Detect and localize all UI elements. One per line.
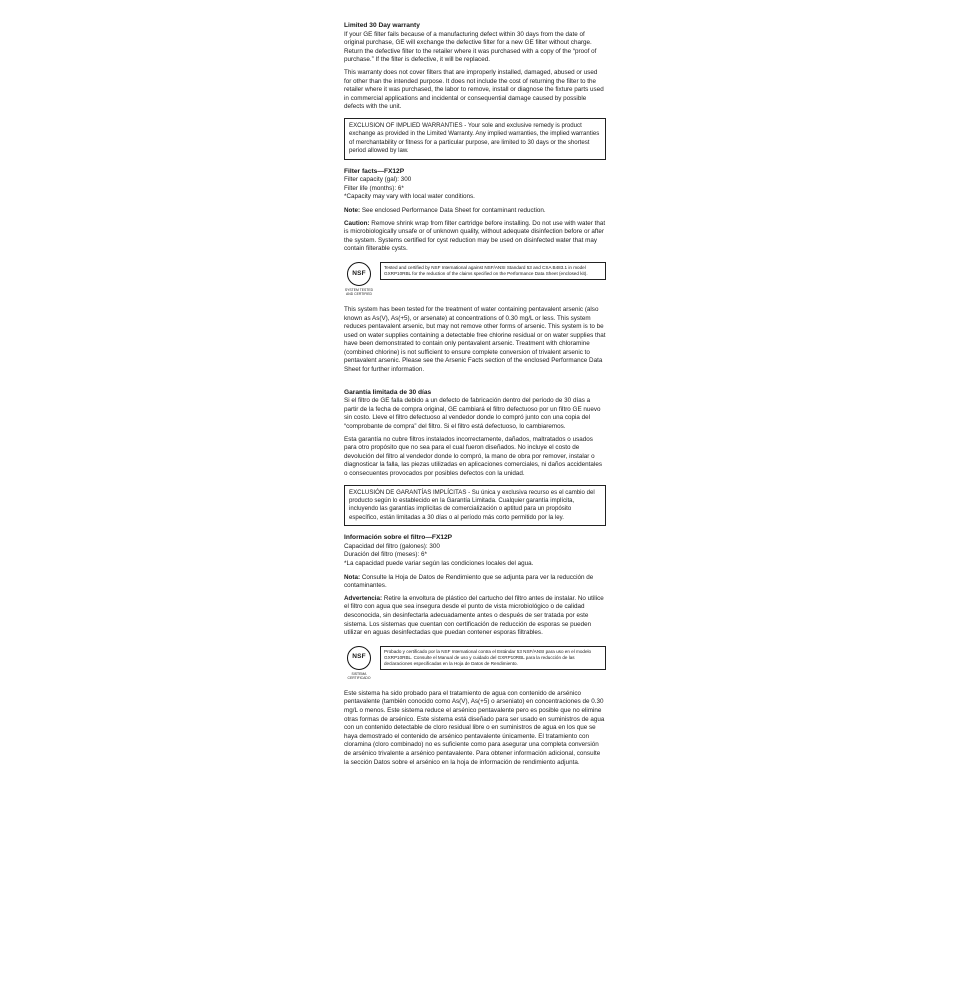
nsf-text-en: Tested and certified by NSF International against NSF/ANSI Standard 53 and CSA B483.1 in model GXRP10RBL for the reduction of the claims specified on the Performance Data Sheet (enclosed kit). [380, 262, 606, 280]
filter-capacity-es: Capacidad del filtro (galones): 300 [344, 542, 440, 550]
caution-label-en: Caution: [344, 219, 370, 227]
exclusion-box-es [344, 485, 606, 527]
warranty-title-es: Garantía limitada de 30 días [344, 388, 432, 396]
nsf-logo-es [344, 646, 374, 680]
filter-life-es: Duración del filtro (meses): 6* [344, 551, 427, 559]
document-column [344, 22, 606, 771]
caution-text-es: Retire la envoltura de plástico del cartucho del filtro antes de instalar. No utilice el filtro con agua que sea insegura desde el punto de vista microbiológico o de calidad desconocida, sin desinfectarla adecuadamente antes o después de ser tratada por este sistema. Los sistemas que cuentan con certificación de reducción de esporas se pueden utilizar en aguas desinfectadas que puedan contener esporas filtrables. [344, 594, 604, 637]
filter-facts-es [344, 534, 606, 568]
filter-facts-title-en: Filter facts—FX12P [344, 167, 405, 175]
nsf-logo-icon: NSF [347, 646, 371, 670]
warranty-paragraph-1-en: If your GE filter fails because of a manufacturing defect within 30 days from the date of original purchase, GE will exchange the defective filter for a new GE filter without charge. Return the defective filter to the retailer where it was purchased with a copy of the “proof of purchase.” If the filter is defective, it will be replaced. [344, 30, 597, 64]
filter-facts-title-es: Información sobre el filtro—FX12P [344, 534, 453, 542]
arsenic-paragraph-es: Este sistema ha sido probado para el tratamiento de agua con contenido de arsénico pentavalente (también conocido como As(V), As(+5) o arseniato) en concentraciones de 0.30 mg/L o menos. Este sistema reduce el arsénico pentavalente pero es posible que no elimine otras formas de arsénico. Este sistema está diseñado para ser usado en suministros de agua con un contenido detectable de cloro residual libre o en suministros de agua en los que se haya demostrado el contenido de arsénico pentavalente únicamente. El tratamiento con cloramina (cloro combinado) no es suficiente como para asegurar una completa conversión de arsénico trivalente a arsénico pentavalente. Para obtener información adicional, consulte la sección Datos sobre el arsénico en la hoja de información de rendimiento adjunta. [344, 689, 605, 766]
note-text-en: See enclosed Performance Data Sheet for contaminant reduction. [361, 206, 546, 214]
note-paragraph-es [344, 574, 606, 591]
arsenic-paragraph-en: This system has been tested for the treatment of water containing pentavalent arsenic (also known as As(V), As(+5), or arsenate) at concentrations of 0.30 mg/L or less. This system reduces pentavalent arsenic, but may not remove other forms of arsenic. This system is to be used on water supplies containing a detectable free chlorine residual or on water supplies that have been demonstrated to contain only pentavalent arsenic. Treatment with chloramine (combined chlorine) is not sufficient to ensure complete conversion of trivalent arsenic to pentavalent arsenic. Please see the Arsenic Facts section of the enclosed Performance Data Sheet for further information. [344, 305, 606, 374]
nsf-certification-en [344, 262, 606, 296]
note-label-es: Nota: [344, 573, 361, 581]
nsf-logo-caption-en: SYSTEM TESTED AND CERTIFIED [344, 287, 374, 296]
filter-life-en: Filter life (months): 6* [344, 184, 404, 192]
nsf-logo-en [344, 262, 374, 296]
filter-capacity-en: Filter capacity (gal): 300 [344, 176, 412, 184]
warranty-paragraph-2-es: Esta garantía no cubre filtros instalados incorrectamente, dañados, maltratados o usados para otro propósito que no sea para el cual fueron diseñados. No incluye el costo de devolución del filtro al vendedor donde lo compró, la mano de obra por remover, instalar o diagnosticar la falla, las piezas utilizadas en aplicaciones comerciales, ni daños accidentales o consecuentes provocados por posibles defectos con la unidad. [344, 435, 602, 477]
note-paragraph-en [344, 207, 606, 216]
warranty-paragraph-1-es: Si el filtro de GE falla debido a un defecto de fabricación dentro del período de 30 días a partir de la fecha de compra original, GE cambiará el filtro defectuoso por un filtro GE nuevo sin costo. Lleve el filtro defectuoso al vendedor donde lo compró junto con una copia del “comprobante de compra” del filtro. Si el filtro está defectuoso, lo cambiaremos. [344, 397, 601, 431]
nsf-certification-es [344, 646, 606, 680]
warranty-paragraph-2-en: This warranty does not cover filters that are improperly installed, damaged, abused or used for other than the intended purpose. It does not include the cost of returning the filter to the retailer where it was purchased, the labor to remove, install or diagnose the fixture parts used in commercial applications and incidental or consequential damage caused by possible defects with the unit. [344, 68, 604, 111]
note-label-en: Note: [344, 206, 361, 214]
caution-paragraph-en [344, 220, 606, 254]
exclusion-box-en [344, 118, 606, 160]
capacity-note-es: *La capacidad puede variar según las condiciones locales del agua. [344, 560, 534, 567]
note-text-es: Consulte la Hoja de Datos de Rendimiento que se adjunta para ver la reducción de contaminantes. [344, 573, 594, 590]
nsf-logo-icon: NSF [347, 262, 371, 286]
exclusion-text-en: EXCLUSION OF IMPLIED WARRANTIES - Your sole and exclusive remedy is product exchange as provided in the Limited Warranty. Any implied warranties, the implied warranties of merchantability or fitness for a particular purpose, are limited to 30 days or the shortest period allowed by law. [349, 121, 600, 155]
warranty-title-en: Limited 30 Day warranty [344, 22, 420, 29]
filter-facts-en [344, 168, 606, 202]
capacity-note-en: *Capacity may vary with local water conditions. [344, 193, 475, 201]
nsf-text-es: Probado y certificado por la NSF International contra el Estándar 53 NSF/ANSI para uso en el modelo GXRP10RBL. Consulte el Manual de uso y cuidado del GXRP10RBL para la reducción de las declaraciones especificadas en la Hoja de Datos de Rendimiento. [380, 646, 606, 670]
caution-label-es: Advertencia: [344, 594, 383, 602]
caution-paragraph-es [344, 595, 606, 638]
caution-text-en: Remove shrink wrap from filter cartridge before installing. Do not use with water that is microbiologically unsafe or of unknown quality, without adequate disinfection before or after the system. Systems certified for cyst reduction may be used on disinfected water that may contain filterable cysts. [344, 219, 606, 253]
exclusion-text-es: EXCLUSIÓN DE GARANTÍAS IMPLÍCITAS - Su única y exclusiva recurso es el cambio del producto según lo establecido en la Garantía Limitada. Cualquier garantía implícita, incluyendo las garantías implícitas de comercialización o aptitud para un propósito específico, están limitadas a 30 días o al período más corto permitido por la ley. [349, 488, 595, 521]
nsf-logo-caption-es: SISTEMA CERTIFICADO [347, 671, 371, 680]
